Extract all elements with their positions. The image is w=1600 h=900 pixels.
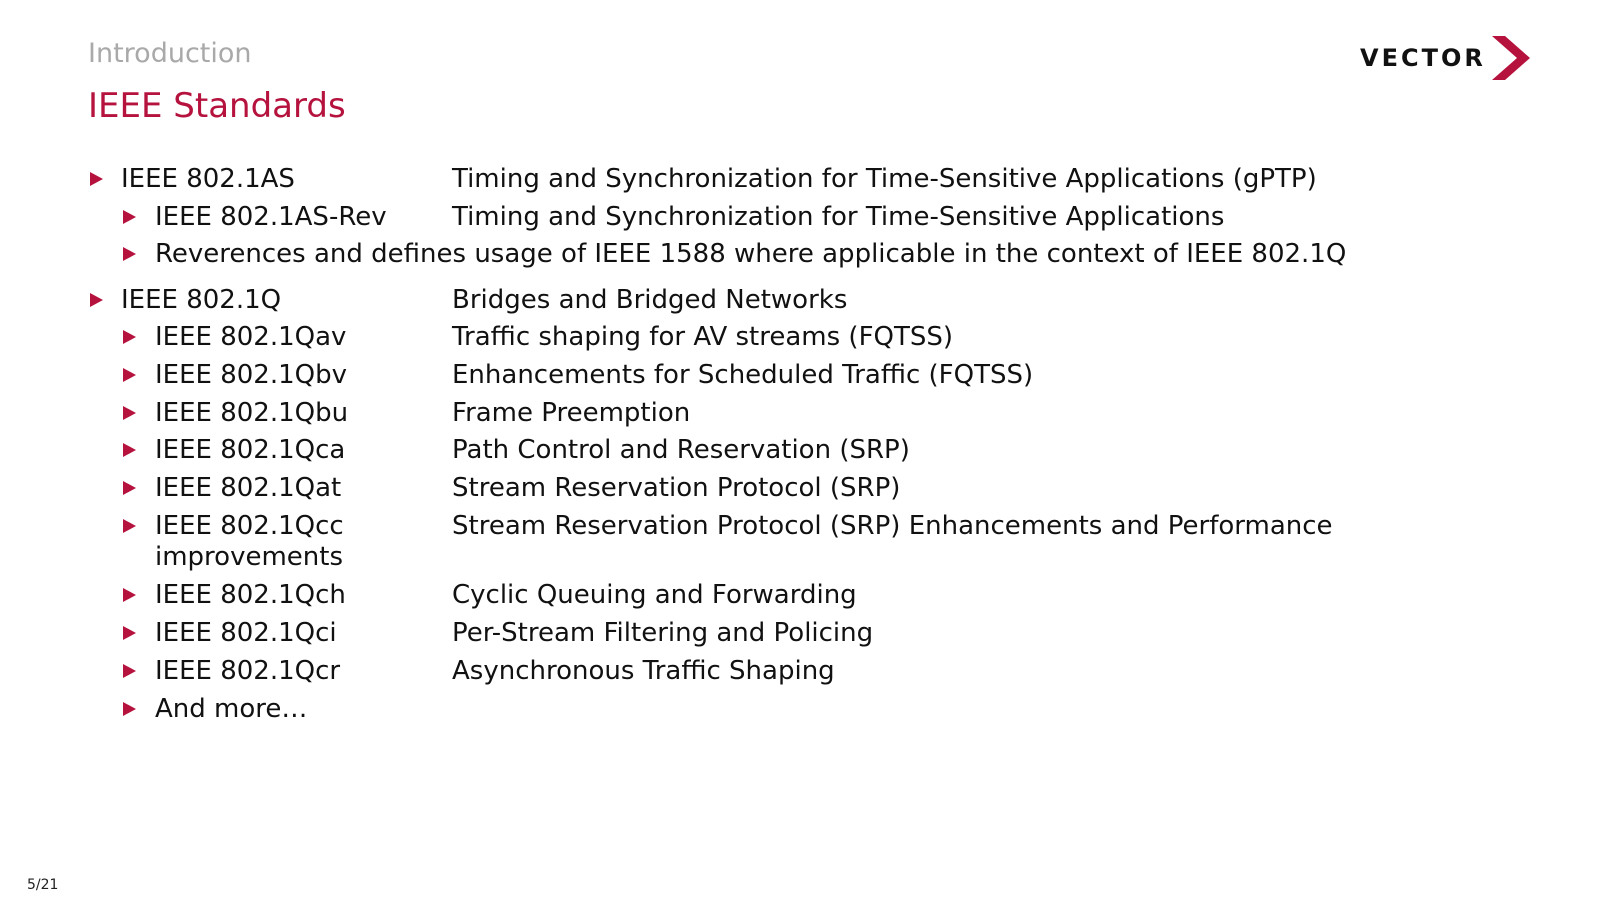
standard-term: IEEE 802.1Qca — [155, 435, 346, 465]
bullet-arrow-icon — [123, 481, 136, 495]
standard-description: Timing and Synchronization for Time-Sensitive Applications (gPTP) — [452, 164, 1317, 194]
standard-term: IEEE 802.1Qci — [155, 618, 337, 648]
standard-description: Traffic shaping for AV streams (FQTSS) — [452, 322, 954, 352]
standard-description: Per-Stream Filtering and Policing — [452, 618, 874, 648]
bullet-arrow-icon — [90, 172, 103, 186]
standard-term: IEEE 802.1Qcc — [155, 511, 344, 541]
bullet-arrow-icon — [123, 702, 136, 716]
bullet-arrow-icon — [123, 626, 136, 640]
standard-description: Timing and Synchronization for Time-Sensitive Applications — [452, 202, 1225, 232]
standard-term: And more… — [155, 694, 308, 724]
standard-description-continuation: improvements — [155, 542, 344, 572]
bullet-arrow-icon — [90, 293, 103, 307]
standard-description: Enhancements for Scheduled Traffic (FQTSS) — [452, 360, 1034, 390]
standard-term: IEEE 802.1Qbu — [155, 398, 349, 428]
standard-description: Stream Reservation Protocol (SRP) — [452, 473, 901, 503]
bullet-arrow-icon — [123, 368, 136, 382]
standard-term: IEEE 802.1Q — [121, 285, 282, 315]
page-number: 5/21 — [27, 877, 59, 893]
standard-description: Stream Reservation Protocol (SRP) Enhancements and Performance — [452, 511, 1333, 541]
standard-description: Bridges and Bridged Networks — [452, 285, 848, 315]
bullet-arrow-icon — [123, 406, 136, 420]
standard-term: IEEE 802.1Qcr — [155, 656, 341, 686]
standard-term: Reverences and defines usage of IEEE 1588 where applicable in the context of IEEE 802.1Q — [155, 239, 1347, 269]
standard-description: Asynchronous Traffic Shaping — [452, 656, 835, 686]
standard-term: IEEE 802.1Qbv — [155, 360, 348, 390]
standard-term: IEEE 802.1Qat — [155, 473, 342, 503]
bullet-arrow-icon — [123, 443, 136, 457]
slide-title: IEEE Standards — [88, 86, 346, 126]
standard-term: IEEE 802.1Qav — [155, 322, 347, 352]
bullet-arrow-icon — [123, 210, 136, 224]
standard-description: Cyclic Queuing and Forwarding — [452, 580, 857, 610]
bullet-arrow-icon — [123, 588, 136, 602]
standard-term: IEEE 802.1AS-Rev — [155, 202, 387, 232]
bullet-arrow-icon — [123, 664, 136, 678]
bullet-arrow-icon — [123, 519, 136, 533]
section-label: Introduction — [88, 38, 252, 69]
logo-text: VECTOR — [1360, 44, 1486, 72]
bullet-arrow-icon — [123, 330, 136, 344]
bullet-arrow-icon — [123, 247, 136, 261]
standard-description: Path Control and Reservation (SRP) — [452, 435, 910, 465]
standard-term: IEEE 802.1AS — [121, 164, 295, 194]
standard-description: Frame Preemption — [452, 398, 691, 428]
standard-term: IEEE 802.1Qch — [155, 580, 346, 610]
